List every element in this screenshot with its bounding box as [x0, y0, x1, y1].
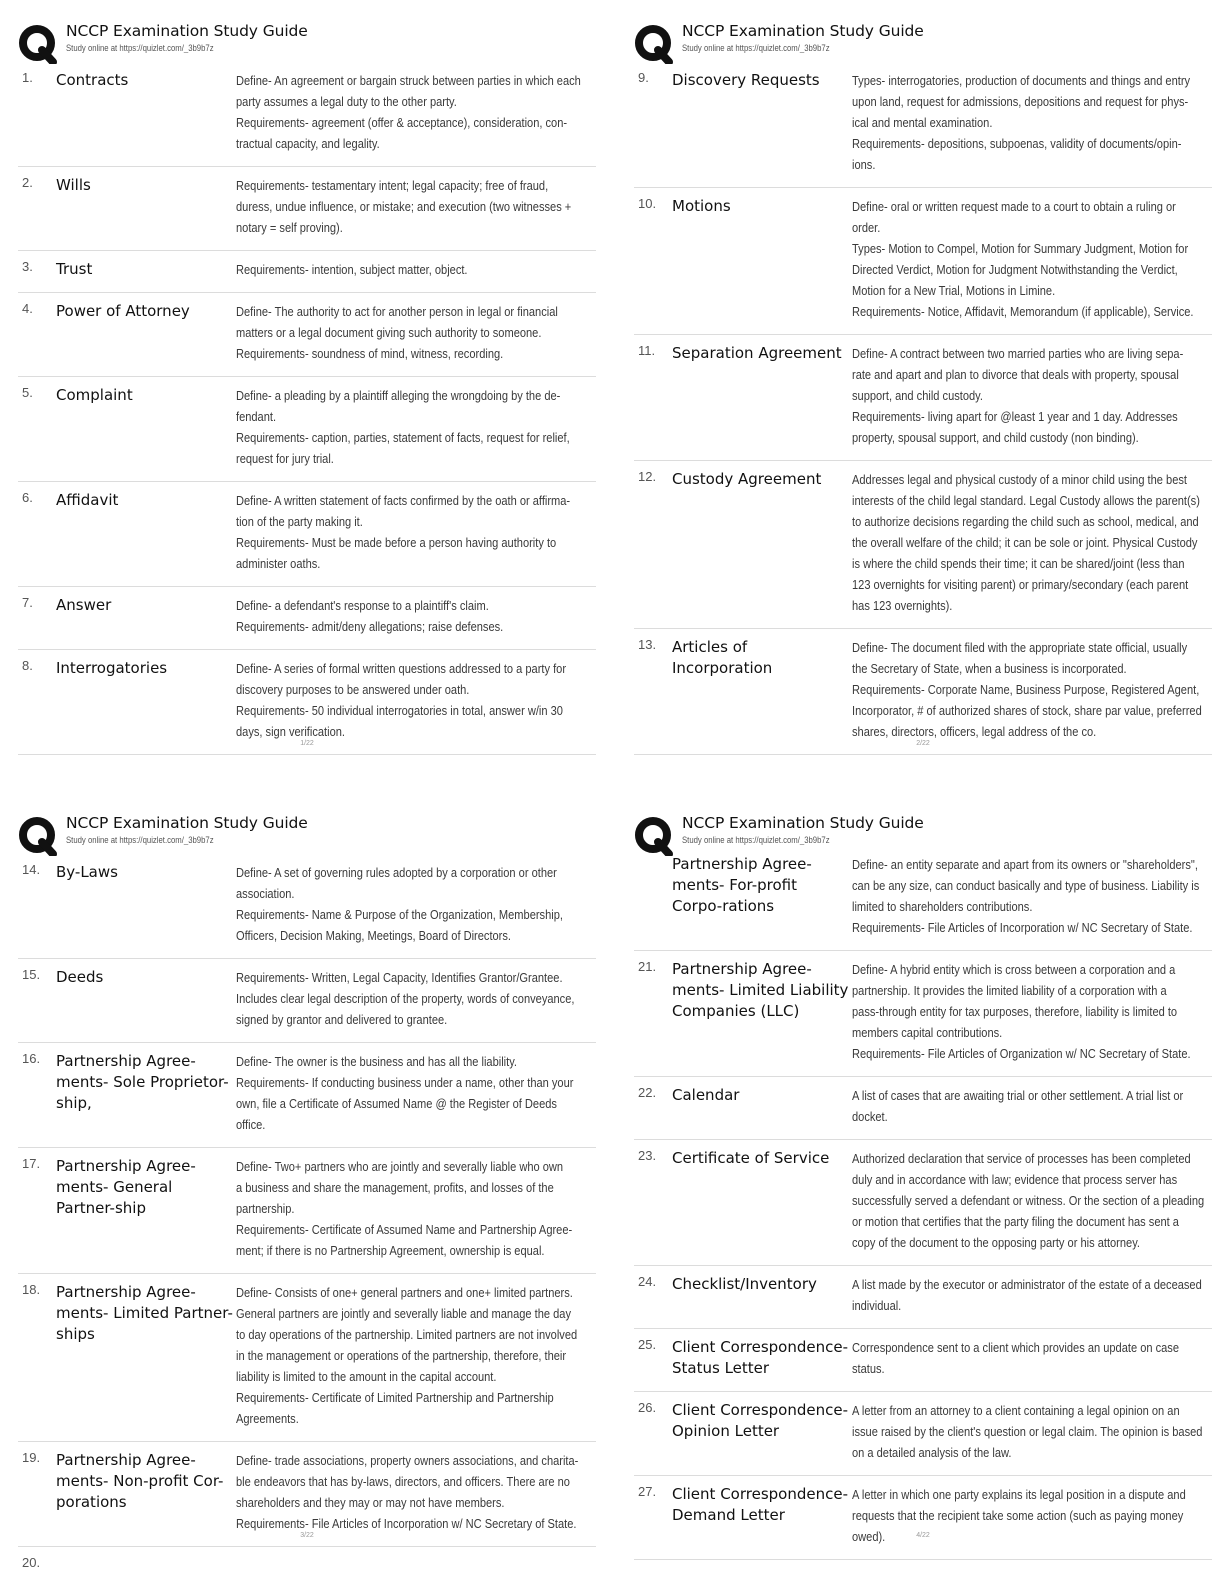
- definition-line: Requirements- File Articles of Incorporation w/ NC Secretary of State.: [236, 1516, 577, 1531]
- definition-line: Requirements- Written, Legal Capacity, Identifies Grantor/Grantee.: [236, 970, 563, 985]
- entry-term: Partnership Agree-ments- Sole Proprietor-ship,: [56, 1052, 229, 1112]
- definition-line: Requirements- testamentary intent; legal capacity; free of fraud,: [236, 178, 549, 193]
- definition-line: owed).: [852, 1529, 886, 1544]
- page-header: [18, 810, 596, 854]
- definition-line: matters or a legal document giving such authority to someone.: [236, 325, 542, 340]
- definition-line: days, sign verification.: [236, 724, 345, 739]
- definition-line: pass-through entity for tax purposes, therefore, liability is limited to: [852, 1004, 1178, 1019]
- page-header: [634, 18, 1212, 62]
- entry-definition: [852, 854, 1205, 938]
- definition-line: the Secretary of State, when a business is incorporated.: [852, 661, 1127, 676]
- term-entry: [634, 1140, 1212, 1266]
- term-entry: [18, 482, 596, 587]
- guide-title: NCCP Examination Study Guide: [682, 22, 924, 40]
- entry-term: Power of Attorney: [56, 302, 190, 320]
- entry-term: Client Correspondence-Opinion Letter: [672, 1401, 848, 1440]
- definition-line: signed by grantor and delivered to grantee.: [236, 1012, 448, 1027]
- definition-line: shareholders and they may or may not have members.: [236, 1495, 505, 1510]
- quizlet-logo-icon: [634, 24, 674, 64]
- definition-line: request for jury trial.: [236, 451, 334, 466]
- term-entry: [18, 1148, 596, 1274]
- definition-line: Includes clear legal description of the property, words of conveyance,: [236, 991, 575, 1006]
- definition-line: Incorporator, # of authorized shares of stock, share par value, preferred: [852, 703, 1202, 718]
- definition-line: the overall welfare of the child; it can be sole or joint. Physical Custody: [852, 535, 1198, 550]
- term-list: [634, 62, 1212, 755]
- entry-definition: [236, 301, 589, 364]
- guide-study-link[interactable]: Study online at https://quizlet.com/_3b9b7z: [66, 835, 214, 845]
- definition-line: discovery purposes to be answered under oath.: [236, 682, 470, 697]
- term-entry: [18, 251, 596, 293]
- entry-number: 5.: [22, 385, 33, 400]
- term-entry: [18, 1043, 596, 1148]
- page-header: [18, 18, 596, 62]
- entry-number: 2.: [22, 175, 33, 190]
- entry-number: 13.: [638, 637, 657, 652]
- entry-definition: [236, 490, 589, 574]
- definition-line: requests that the recipient take some action (such as paying money: [852, 1508, 1184, 1523]
- page-number: 1/22: [300, 740, 314, 747]
- definition-line: to day operations of the partnership. Limited partners are not involved: [236, 1327, 578, 1342]
- entry-number: 6.: [22, 490, 33, 505]
- definition-line: tractual capacity, and legality.: [236, 136, 380, 151]
- entry-definition: [852, 1400, 1205, 1463]
- entry-term: Partnership Agree-ments- Non-profit Cor-porations: [56, 1451, 224, 1511]
- entry-term: Contracts: [56, 71, 129, 89]
- definition-line: status.: [852, 1361, 885, 1376]
- definition-line: Define- A written statement of facts confirmed by the oath or affirma-: [236, 493, 571, 508]
- definition-line: upon land, request for admissions, depositions and request for phys-: [852, 94, 1189, 109]
- study-guide-page-2: [634, 18, 1212, 788]
- definition-line: A letter in which one party explains its legal position in a dispute and: [852, 1487, 1186, 1502]
- entry-definition: [852, 1148, 1205, 1253]
- entry-definition: [236, 595, 589, 637]
- definition-line: duress, undue influence, or mistake; and execution (two witnesses +: [236, 199, 572, 214]
- guide-study-link[interactable]: Study online at https://quizlet.com/_3b9b7z: [66, 43, 214, 53]
- definition-line: Define- A set of governing rules adopted by a corporation or other: [236, 865, 557, 880]
- definition-line: Requirements- Certificate of Assumed Name and Partnership Agree-: [236, 1222, 573, 1237]
- term-list: [18, 62, 596, 755]
- entry-definition: [852, 1337, 1205, 1379]
- entry-number: 7.: [22, 595, 33, 610]
- entry-term: Complaint: [56, 386, 133, 404]
- entry-definition: [236, 70, 589, 154]
- page-number: 4/22: [916, 1532, 930, 1539]
- entry-number: 12.: [638, 469, 657, 484]
- entry-term: Calendar: [672, 1086, 740, 1104]
- entry-term: Partnership Agree-ments- General Partner-ship: [56, 1157, 196, 1217]
- entry-number: 4.: [22, 301, 33, 316]
- definition-line: Define- a pleading by a plaintiff alleging the wrongdoing by the de-: [236, 388, 561, 403]
- definition-line: Define- Consists of one+ general partners and one+ limited partners.: [236, 1285, 573, 1300]
- term-entry: [18, 1274, 596, 1442]
- entry-number: 14.: [22, 862, 41, 877]
- definition-line: association.: [236, 886, 295, 901]
- entry-number: 19.: [22, 1450, 41, 1465]
- definition-line: Define- The owner is the business and has all the liability.: [236, 1054, 517, 1069]
- entry-number: 21.: [638, 959, 657, 974]
- definition-line: Requirements- If conducting business under a name, other than your: [236, 1075, 574, 1090]
- term-entry: [634, 1476, 1212, 1560]
- entry-definition: [852, 1085, 1205, 1127]
- entry-definition: [236, 259, 589, 280]
- definition-line: Requirements- agreement (offer & acceptance), consideration, con-: [236, 115, 568, 130]
- entry-number: 23.: [638, 1148, 657, 1163]
- definition-line: Officers, Decision Making, Meetings, Board of Directors.: [236, 928, 511, 943]
- entry-term: Affidavit: [56, 491, 119, 509]
- guide-study-link[interactable]: Study online at https://quizlet.com/_3b9b7z: [682, 835, 830, 845]
- quizlet-logo-icon: [18, 24, 58, 64]
- entry-number: 27.: [638, 1484, 657, 1499]
- entry-definition: [236, 1282, 589, 1429]
- definition-line: limited to shareholders contributions.: [852, 899, 1033, 914]
- entry-term: Partnership Agree-ments- Limited Partner-ships: [56, 1283, 233, 1343]
- definition-line: shares, directors, officers, legal address of the co.: [852, 724, 1097, 739]
- definition-line: in the management or operations of the partnership, therefore, their: [236, 1348, 567, 1363]
- definition-line: party assumes a legal duty to the other party.: [236, 94, 457, 109]
- definition-line: ions.: [852, 157, 876, 172]
- entry-term: Discovery Requests: [672, 71, 820, 89]
- entry-definition: [852, 343, 1205, 448]
- definition-line: Requirements- File Articles of Organization w/ NC Secretary of State.: [852, 1046, 1191, 1061]
- entry-term: Client Correspondence-Demand Letter: [672, 1485, 848, 1524]
- definition-line: Requirements- Certificate of Limited Partnership and Partnership: [236, 1390, 554, 1405]
- definition-line: Requirements- depositions, subpoenas, validity of documents/opin-: [852, 136, 1182, 151]
- definition-line: successfully served a defendant or witness. Or the section of a pleading: [852, 1193, 1205, 1208]
- term-entry: [634, 1392, 1212, 1476]
- definition-line: Define- Two+ partners who are jointly and severally liable who own: [236, 1159, 564, 1174]
- definition-line: or motion that certifies that the party filing the document has sent a: [852, 1214, 1179, 1229]
- definition-line: ical and mental examination.: [852, 115, 993, 130]
- entry-term: Articles of Incorporation: [672, 638, 773, 677]
- definition-line: issue raised by the client's question or legal claim. The opinion is based: [852, 1424, 1203, 1439]
- entry-term: Deeds: [56, 968, 104, 986]
- definition-line: Define- A contract between two married parties who are living sepa-: [852, 346, 1184, 361]
- term-list: [634, 854, 1212, 1560]
- definition-line: Requirements- Name & Purpose of the Organization, Membership,: [236, 907, 563, 922]
- definition-line: property, spousal support, and child custody (non binding).: [852, 430, 1139, 445]
- term-entry: [18, 62, 596, 167]
- definition-line: Requirements- Notice, Affidavit, Memorandum (if applicable), Service.: [852, 304, 1194, 319]
- entry-definition: [236, 1051, 589, 1135]
- entry-term: Client Correspondence-Status Letter: [672, 1338, 848, 1377]
- definition-line: Correspondence sent to a client which provides an update on case: [852, 1340, 1179, 1355]
- entry-number: 15.: [22, 967, 41, 982]
- entry-definition: [852, 959, 1205, 1064]
- term-entry: [634, 1077, 1212, 1140]
- definition-line: Requirements- File Articles of Incorporation w/ NC Secretary of State.: [852, 920, 1193, 935]
- entry-number: 24.: [638, 1274, 657, 1289]
- definition-line: A list made by the executor or administrator of the estate of a deceased: [852, 1277, 1202, 1292]
- entry-number: 8.: [22, 658, 33, 673]
- definition-line: Define- an entity separate and apart from its owners or "shareholders",: [852, 857, 1198, 872]
- definition-line: Requirements- Corporate Name, Business Purpose, Registered Agent,: [852, 682, 1200, 697]
- definition-line: docket.: [852, 1109, 888, 1124]
- entry-number: 22.: [638, 1085, 657, 1100]
- term-entry: [634, 854, 1212, 951]
- entry-definition: [236, 658, 589, 742]
- definition-line: liability is limited to the amount in the capital account.: [236, 1369, 497, 1384]
- entry-definition: [236, 1450, 589, 1534]
- term-entry: [18, 587, 596, 650]
- entry-term: Partnership Agree-ments- For-profit Corpo-rations: [672, 855, 812, 915]
- definition-line: Define- The authority to act for another person in legal or financial: [236, 304, 558, 319]
- definition-line: members capital contributions.: [852, 1025, 1003, 1040]
- entry-term: Trust: [56, 260, 93, 278]
- term-entry: [634, 951, 1212, 1077]
- definition-line: own, file a Certificate of Assumed Name @ the Register of Deeds office.: [236, 1096, 557, 1132]
- definition-line: has 123 overnights).: [852, 598, 953, 613]
- entry-definition: [236, 385, 589, 469]
- term-entry: [18, 167, 596, 251]
- guide-study-link[interactable]: Study online at https://quizlet.com/_3b9b7z: [682, 43, 830, 53]
- entry-definition: [852, 469, 1205, 616]
- definition-line: Requirements- caption, parties, statement of facts, request for relief,: [236, 430, 570, 445]
- definition-line: ment; if there is no Partnership Agreement, ownership is equal.: [236, 1243, 545, 1258]
- entry-number: 20.: [22, 1555, 41, 1570]
- definition-line: Directed Verdict, Motion for Judgment Notwithstanding the Verdict,: [852, 262, 1178, 277]
- entry-term: Custody Agreement: [672, 470, 822, 488]
- entry-number: 16.: [22, 1051, 41, 1066]
- page-number: 2/22: [916, 740, 930, 747]
- definition-line: tion of the party making it.: [236, 514, 363, 529]
- term-entry: [18, 854, 596, 959]
- definition-line: administer oaths.: [236, 556, 321, 571]
- definition-line: Requirements- living apart for @least 1 year and 1 day. Addresses: [852, 409, 1178, 424]
- entry-number: 11.: [638, 343, 656, 358]
- definition-line: General partners are jointly and severally liable and manage the day: [236, 1306, 571, 1321]
- entry-definition: [236, 967, 589, 1030]
- definition-line: can be any size, can conduct basically and type of business. Liability is: [852, 878, 1200, 893]
- definition-line: partnership.: [236, 1201, 295, 1216]
- entry-term: Partnership Agree-ments- Limited Liability Companies (LLC): [672, 960, 849, 1020]
- study-guide-page-1: [18, 18, 596, 788]
- term-entry: [634, 188, 1212, 335]
- term-entry: [634, 335, 1212, 461]
- definition-line: Types- interrogatories, production of documents and things and entry: [852, 73, 1191, 88]
- entry-term: Checklist/Inventory: [672, 1275, 817, 1293]
- definition-line: notary = self proving).: [236, 220, 343, 235]
- definition-line: Types- Motion to Compel, Motion for Summary Judgment, Motion for: [852, 241, 1189, 256]
- definition-line: on a detailed analysis of the law.: [852, 1445, 1012, 1460]
- entry-number: 26.: [638, 1400, 657, 1415]
- definition-line: Define- oral or written request made to a court to obtain a ruling or: [852, 199, 1176, 214]
- term-entry: [18, 959, 596, 1043]
- definition-line: copy of the document to the opposing party or his attorney.: [852, 1235, 1140, 1250]
- entry-term: Certificate of Service: [672, 1149, 830, 1167]
- entry-term: Answer: [56, 596, 112, 614]
- term-entry: [634, 1266, 1212, 1329]
- entry-definition: [852, 1274, 1205, 1316]
- definition-line: order.: [852, 220, 881, 235]
- entry-definition: [852, 637, 1205, 742]
- entry-number: 1.: [22, 70, 33, 85]
- definition-line: individual.: [852, 1298, 902, 1313]
- definition-line: partnership. It provides the limited liability of a corporation with a: [852, 983, 1167, 998]
- definition-line: A list of cases that are awaiting trial or other settlement. A trial list or: [852, 1088, 1184, 1103]
- definition-line: Requirements- 50 individual interrogatories in total, answer w/in 30: [236, 703, 563, 718]
- definition-line: Requirements- intention, subject matter, object.: [236, 262, 468, 277]
- entry-number: 10.: [638, 196, 657, 211]
- entry-term: By-Laws: [56, 863, 118, 881]
- term-entry: [634, 1329, 1212, 1392]
- definition-line: Define- trade associations, property owners associations, and charita-: [236, 1453, 579, 1468]
- definition-line: Agreements.: [236, 1411, 299, 1426]
- entry-term: Motions: [672, 197, 731, 215]
- entry-definition: [236, 175, 589, 238]
- entry-definition: [236, 1156, 589, 1261]
- guide-title: NCCP Examination Study Guide: [66, 814, 308, 832]
- term-list: [18, 854, 596, 1577]
- quizlet-logo-icon: [18, 816, 58, 856]
- definition-line: Addresses legal and physical custody of a minor child using the best: [852, 472, 1187, 487]
- definition-line: a business and share the management, profits, and losses of the: [236, 1180, 554, 1195]
- definition-line: Requirements- Must be made before a person having authority to: [236, 535, 557, 550]
- definition-line: to authorize decisions regarding the child such as school, medical, and: [852, 514, 1199, 529]
- term-entry: [18, 293, 596, 377]
- entry-definition: [852, 70, 1205, 175]
- page-header: [634, 810, 1212, 854]
- definition-line: Define- A hybrid entity which is cross between a corporation and a: [852, 962, 1176, 977]
- term-entry: [634, 62, 1212, 188]
- term-entry: [634, 461, 1212, 629]
- entry-number: 3.: [22, 259, 33, 274]
- definition-line: A letter from an attorney to a client containing a legal opinion on an: [852, 1403, 1180, 1418]
- entry-definition: [852, 196, 1205, 322]
- definition-line: Requirements- admit/deny allegations; raise defenses.: [236, 619, 504, 634]
- definition-line: fendant.: [236, 409, 277, 424]
- entry-term: Wills: [56, 176, 91, 194]
- study-guide-page-4: [634, 810, 1212, 1580]
- quizlet-logo-icon: [634, 816, 674, 856]
- definition-line: Define- A series of formal written questions addressed to a party for: [236, 661, 567, 676]
- guide-title: NCCP Examination Study Guide: [682, 814, 924, 832]
- definition-line: rate and apart and plan to divorce that deals with property, spousal: [852, 367, 1179, 382]
- entry-definition: [236, 862, 589, 946]
- entry-number: 18.: [22, 1282, 41, 1297]
- entry-number: 9.: [638, 70, 649, 85]
- definition-line: Define- a defendant's response to a plaintiff's claim.: [236, 598, 489, 613]
- definition-line: Requirements- soundness of mind, witness, recording.: [236, 346, 504, 361]
- page-number: 3/22: [300, 1532, 314, 1539]
- definition-line: Define- An agreement or bargain struck between parties in which each: [236, 73, 581, 88]
- entry-number: 25.: [638, 1337, 657, 1352]
- definition-line: is where the child spends their time; it can be shared/joint (less than: [852, 556, 1185, 571]
- definition-line: Define- The document filed with the appropriate state official, usually: [852, 640, 1188, 655]
- definition-line: interests of the child legal standard. Legal Custody allows the parent(s): [852, 493, 1200, 508]
- study-guide-page-3: [18, 810, 596, 1580]
- term-entry: [18, 377, 596, 482]
- definition-line: support, and child custody.: [852, 388, 983, 403]
- definition-line: duly and in accordance with law; evidence that process server has: [852, 1172, 1178, 1187]
- definition-line: Motion for a New Trial, Motions in Limine.: [852, 283, 1056, 298]
- definition-line: Authorized declaration that service of processes has been completed: [852, 1151, 1191, 1166]
- guide-title: NCCP Examination Study Guide: [66, 22, 308, 40]
- entry-term: Separation Agreement: [672, 344, 842, 362]
- entry-number: 17.: [22, 1156, 41, 1171]
- term-entry: [634, 629, 1212, 755]
- definition-line: ble endeavors that has by-laws, directors, and officers. There are no: [236, 1474, 570, 1489]
- definition-line: 123 overnights for visiting parent) or primary/secondary (each parent: [852, 577, 1189, 592]
- entry-term: Interrogatories: [56, 659, 168, 677]
